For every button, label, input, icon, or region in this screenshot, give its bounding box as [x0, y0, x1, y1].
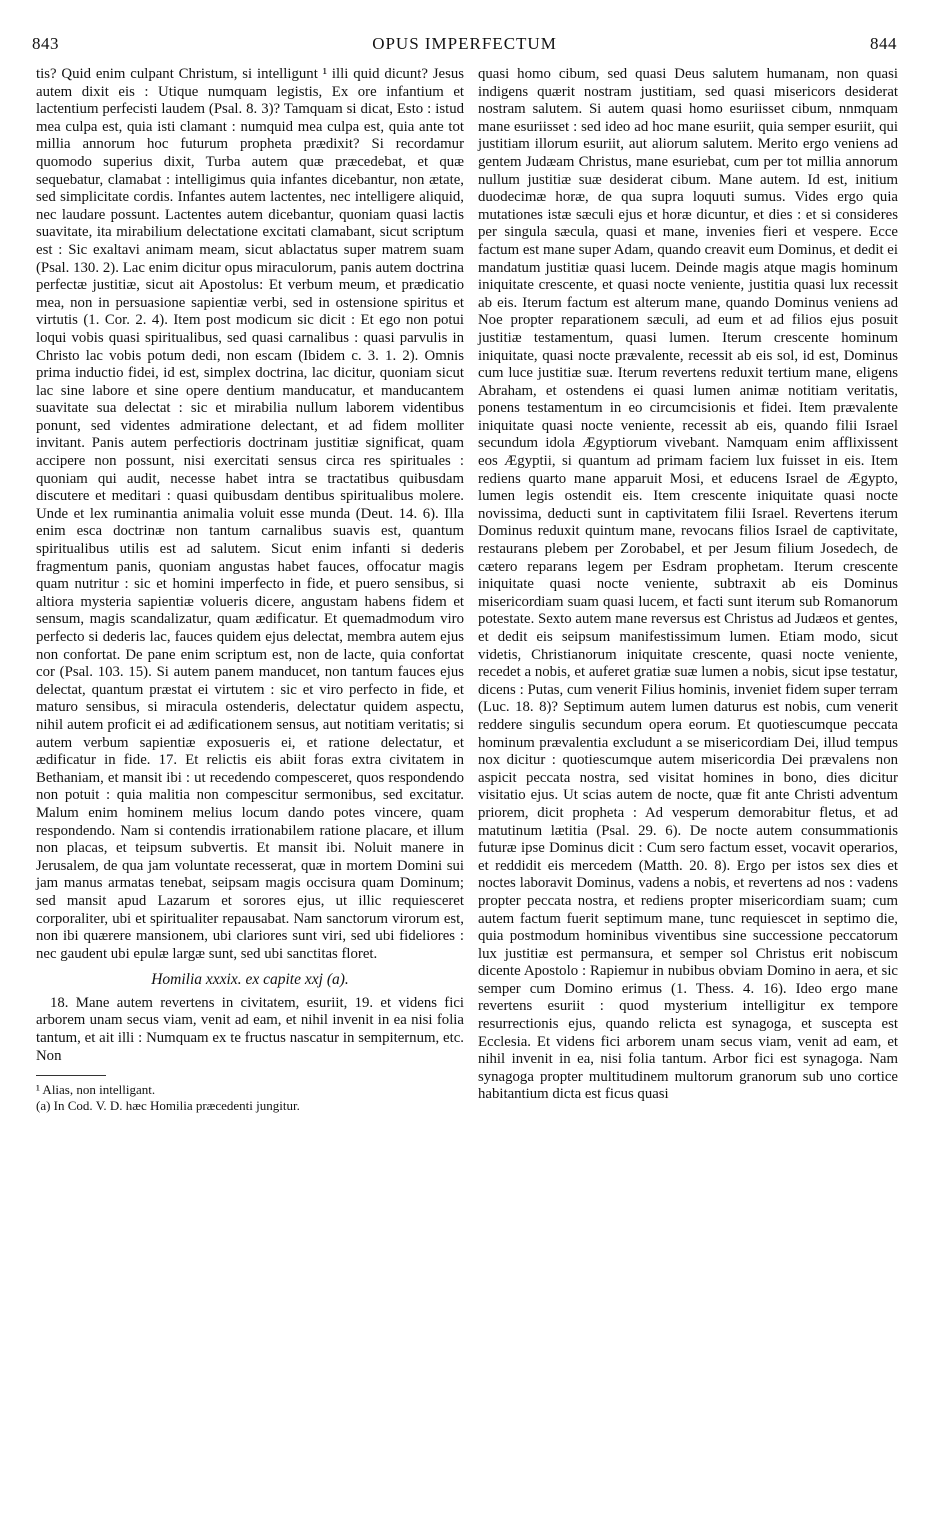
footnote-rule	[36, 1075, 106, 1076]
homily-opening-text: 18. Mane autem revertens in civitatem, esuriit, 19. et videns fici arborem unam secus viam, venit ad eam, et nihil invenit in ea nisi folia tantum, et ait illi : Numquam ex te fructus nascatur in sempiternum, etc. Non	[36, 994, 464, 1064]
right-page-number: 844	[870, 34, 897, 53]
running-title: OPUS IMPERFECTUM	[372, 34, 557, 53]
footnotes	[36, 1082, 464, 1114]
homily-heading: Homilia xxxix. ex capite xxj (a).	[151, 971, 349, 989]
running-header	[28, 34, 901, 60]
right-column-text: quasi homo cibum, sed quasi Deus salutem humanam, non quasi indigens quærit nostram justitiam, sed quasi misericors desiderat nostram salutem. Si autem quasi homo esuriisset cibum, nnmquam mane esuriisset : sed ideo ad hoc mane esuriit, quia semper esuriit, qui justitiam illorum esuriit, aut aliorum salutem. Merito ergo veniens ad gentem Judæam Christus, mane esuriebat, cum per tot millia annorum nullum justitiæ suæ desiderat cibum. Mane autem. Id est, initium duodecimæ horæ, de qua supra loquuti sumus. Vides ergo quia mutationes istæ sæculi ejus et horæ dicuntur, et dies : et si consideres per singula sæcula, quasi et mane, invenies fieri et vespere. Ecce factum est mane super Adam, quando creavit eum Dominus, et dedit ei mandatum justitiæ quasi lucem. Deinde magis atque magis hominum iniquitate crescente, et quasi nocte veniente, justitia quasi lux recessit ab eis. Iterum factum est alterum mane, quando Dominus veniens ad Noe propter reparationem sæculi, ad eum et ad filios ejus posuit justitiæ testamentum, quasi lumen. Iterum crescente hominum iniquitate, quasi nocte prævalente, recessit ab eis sol, id est, Dominus cum luce justitiæ suæ. Iterum revertens reduxit tertium mane, eligens Abraham, et ostendens ei quasi lumen animæ notitiam veritatis, ponens testamentum in eo circumcisionis et fidei. Item prævalente iniquitate quasi nocte veniente, recessit ab eis, quando filii Israel secundum idola Ægyptiorum vivebant. Namquam enim afflixissent eos Ægyptii, si quantum ad primam faciem lux fuisset in eis. Item rediens quarto mane apparuit Mosi, et educens Israel de Ægypto, lumen legis ostendit eis. Item crescente iniquitate quasi nocte novissima, deducti sunt in captivitatem filii Israel. Revertens iterum Dominus reduxit quintum mane, revocans filios Israel de captivitate, restaurans plebem per Zorobabel, et per Jesum filium Josedech, de cætero reparans legem per Esdram prophetam. Iterum crescente iniquitate quasi nocte veniente, subtraxit ab eis Dominus misericordiam suam quasi lucem, et facti sunt iterum sub Romanorum potestate. Sexto autem mane reversus est Christus ad Judæos et gentes, et dedit eis seipsum manifestissimum lumen. Etiam modo, sicut videtis, Christianorum iniquitate crescente, quasi nocte veniente, recedet a nobis, et auferet gratiæ suæ lumen a nobis, sicut ipse testatur, dicens : Putas, cum venerit Filius hominis, inveniet fidem super terram (Luc. 18. 8)? Septimum autem lumen daturus est nobis, cum venerit reddere singulis secundum opera eorum. Et quotiescumque peccata hominum prævalentia excludunt a se misericordiam Dei, illud tempus nox dicitur : quotiescumque autem misericordia Dei prævalens non aspicit peccata nostra, sed visitat homines in bono, dies dicitur visitatio ejus. Ut scias autem de nocte, quæ fit ante Christi adventum priorem, dicit propheta : Ad vesperum demorabitur fletus, et ad matutinum lætitia (Psal. 29. 6). De nocte autem consummationis futuræ ipse Dominus dicit : Cum sero factum esset, vocavit operarios, et reddidit eis mercedem (Matth. 20. 8). Ergo per istos sex dies et noctes laboravit Dominus, vadens a nobis, et revertens ad nos : vadens propter peccata nostra, et rediens propter misericordiam suam; cum autem factum fuerit septimum mane, tunc requiescet in septimo die, quia postmodum hominibus viventibus sine successione peccatorum lux justitiæ est permansura, et semper sol Christus erit nobiscum dicente Apostolo : Rapiemur in nubibus obviam Domino in aera, et sic semper cum Domino erimus (1. Thess. 4. 16). Ideo ergo mane revertens esuriit : quod mysterium intelligitur ex tempore resurrectionis ejus, quando relicta est synagoga, et suscepta est Ecclesia. Et videns fici arborem unam secus viam, venit ad eam, et nihil invenit in ea, nisi folia tantum. Arbor fici est synagoga. Nam synagoga propter multitudinem multorum granorum sub uno cortice habitantium dicta est ficus quasi	[478, 66, 898, 1103]
footnote-1: ¹ Alias, non intelligant.	[36, 1082, 156, 1098]
left-column-text: tis? Quid enim culpant Christum, si intelligunt ¹ illi quid dicunt? Jesus autem dixit eis : Utique numquam legistis, Ex ore infantium et lactentium perfecisti laudem (Psal. 8. 3)? Tamquam si dicat, Esto : istud mea culpa est, quia isti clamant : numquid mea culpa est, quia ante tot millia annorum hoc futurum propheta prædixit? Si recordamur quomodo superius dixit, Turba autem quæ præcedebat, et quæ sequebatur, clamabat : intelligimus quia infantes dicebantur, non ætate, sed simplicitate cordis. Infantes autem lactentes, nec intelligere aliquid, nec laudare possunt. Lactentes autem dicebantur, quoniam quasi lactis suavitate, ita mirabilium delectatione excitati clamabant, sicut scriptum est : Sic exaltavi animam meam, sicut ablactatus super matrem suam (Psal. 130. 2). Lac enim dicitur opus miraculorum, panis autem doctrina perfectæ justitiæ, sicut ait Apostolus: Et verbum meum, et prædicatio mea, non in persuasione sapientiæ verbi, sed in ostensione spiritus et virtutis (1. Cor. 2. 4). Item post modicum sic dicit : Et ego non potui loqui vobis quasi spiritualibus, sed quasi carnalibus : quasi parvulis in Christo lac vobis potum dedi, non escam (Ibidem c. 3. 1. 2). Omnis prima inductio fidei, id est, simplex doctrina, lac dicitur, quoniam sicut lac sine labore et sine opere dentium manducatur, et manducantem suavitate sua delectat : sic et mirabilia nullum laborem videntibus ponunt, sed videntes admiratione delectant, et ad fidem molliter invitant. Panis autem perfectioris doctrinam justitiæ significat, quam accipere non possunt, nisi exercitati sensus circa res spirituales : quoniam qui audit, necesse habet intra se tractatibus quibusdam discutere et meditari : quasi quibusdam dentibus spiritualibus molere. Unde et lex ruminantia animalia voluit esse munda (Deut. 14. 6). Illa enim esca doctrinæ non tantum carnalibus suavis est, quantum spiritualibus utilis est ad salutem. Sicut enim infanti si dederis fragmentum panis, quoniam angustas habet fauces, offocatur magis quam nutritur : sic et homini imperfecto in fide, et puero sensibus, si altiora mysteria sapientiæ volueris dicere, angustam habens fidem et sensum, magis scandalizatur, quam ædificatur. Et quemadmodum viro perfecto si dederis lac, fauces quidem ejus delectat, membra autem ejus non confortat. De pane enim scriptum est, non de lacte, quia confortat cor (Psal. 103. 15). Si autem panem manducet, non tantum fauces ejus delectat, quantum præstat ei virtutem : sic et viro perfecto in fide, et maturo sensibus, si miracula ostenderis, delectatur quidem aspectu, nihil autem proficit ei ad ædificationem sensus, aut notitiam veritatis; si autem verbum sapientiæ exposueris ei, et ratione delectatur, et ædificatur in fide. 17. Et relictis eis abiit foras extra civitatem in Bethaniam, et mansit ibi : ut recedendo compesceret, quos respondendo non potuit : quia malitia non compescitur sermonibus, sed excitatur. Malum enim hominem melius locum dando potes vincere, quam respondendo. Nam si contendis irrationabilem ratione placare, et illum non placas, et teipsum subvertis. Et mansit ibi. Noluit manere in Jerusalem, de qua jam voluntate recesserat, quæ in mortem Domini sui jam manus armatas tenebat, seipsam magis occisura quam Dominum; sed mansit apud Lazarum et sorores ejus, ut illic requiesceret corporaliter, ubi et spiritualiter repausabat. Nam sanctorum virorum est, non ibi quærere mansionem, ubi clariores sunt viri, sed ubi fideliores : nec gaudent ubi epulæ largæ sunt, sed ubi sanctitas floret.	[36, 66, 464, 962]
right-column	[478, 66, 898, 1104]
footnote-a: (a) In Cod. V. D. hæc Homilia præcedenti jungitur.	[36, 1098, 300, 1114]
left-column	[36, 66, 464, 1114]
left-page-number: 843	[32, 34, 59, 53]
